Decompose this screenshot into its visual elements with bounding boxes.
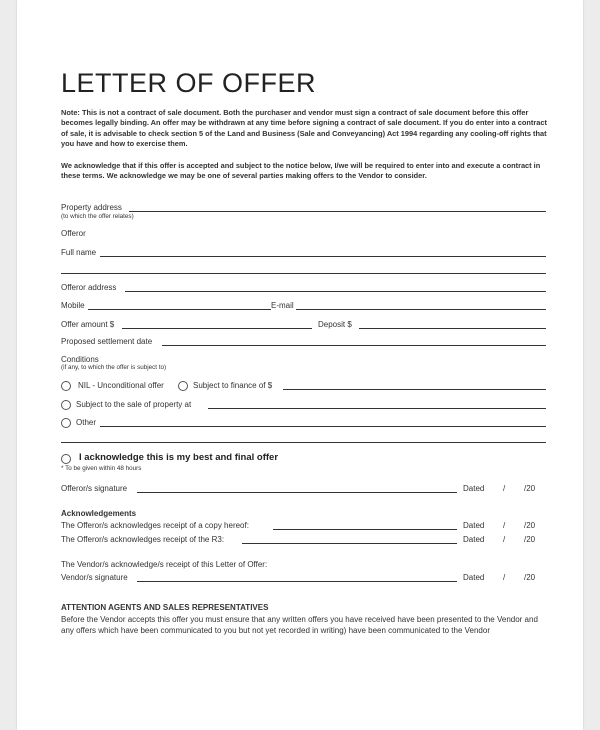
vendor-date-separator: / <box>503 573 506 582</box>
conditions-hint: (if any, to which the offer is subject to) <box>61 364 167 371</box>
email-field[interactable] <box>296 309 546 310</box>
vendor-signature-field[interactable] <box>137 581 457 582</box>
other-condition-radio[interactable] <box>61 418 71 428</box>
offeror-label: Offeror <box>61 229 86 238</box>
offeror-address-field[interactable] <box>125 291 546 292</box>
deposit-label: Deposit $ <box>318 320 352 329</box>
best-final-offer-hint: * To be given within 48 hours <box>61 465 142 472</box>
property-address-field[interactable] <box>129 211 546 212</box>
subject-to-finance-radio[interactable] <box>178 381 188 391</box>
property-address-label: Property address <box>61 203 122 212</box>
other-condition-field-line-2[interactable] <box>61 442 546 443</box>
property-address-hint: (to which the offer relates) <box>61 213 134 220</box>
offer-amount-label: Offer amount $ <box>61 320 115 329</box>
r3-receipt-label: The Offeror/s acknowledges receipt of the R3: <box>61 535 225 544</box>
vendor-signature-label: Vendor/s signature <box>61 573 128 582</box>
offeror-signature-label: Offeror/s signature <box>61 484 128 493</box>
email-label: E-mail <box>271 301 294 310</box>
full-name-label: Full name <box>61 248 97 257</box>
note-paragraph: Note: This is not a contract of sale document. Both the purchaser and vendor must sign a contract of sale document before this offer becomes legally binding. An offer may be withdrawn at any time before signing a contract of sale document. If you do enter into a contract of sale, it is advisable to check section 5 of the Land and Business (Sale and Conveyancing) Act 1994 regarding any cooling-off rights that you have and how to exercise them. <box>61 108 547 149</box>
r3-receipt-dated-label: Dated <box>463 535 485 544</box>
attention-heading: ATTENTION AGENTS AND SALES REPRESENTATIVES <box>61 603 269 612</box>
r3-receipt-date-separator: / <box>503 535 506 544</box>
conditions-label: Conditions <box>61 355 99 364</box>
nil-unconditional-label: NIL - Unconditional offer <box>78 381 164 390</box>
settlement-date-field[interactable] <box>162 345 546 346</box>
best-final-offer-radio[interactable] <box>61 454 71 464</box>
sale-property-field[interactable] <box>208 408 546 409</box>
nil-unconditional-radio[interactable] <box>61 381 71 391</box>
copy-receipt-date-separator: / <box>503 521 506 530</box>
offeror-date-year: /20 <box>524 484 536 493</box>
full-name-field-line-2[interactable] <box>61 273 546 274</box>
subject-to-finance-label: Subject to finance of $ <box>193 381 273 390</box>
finance-amount-field[interactable] <box>283 389 546 390</box>
offer-amount-field[interactable] <box>122 328 312 329</box>
copy-receipt-label: The Offeror/s acknowledges receipt of a copy hereof: <box>61 521 249 530</box>
deposit-field[interactable] <box>359 328 546 329</box>
offeror-address-label: Offeror address <box>61 283 117 292</box>
attention-paragraph: Before the Vendor accepts this offer you must ensure that any written offers you have received have been presented to the Vendor and any offers which have been communicated to you but not yet recorded in writing) have been communicated to the Vendor <box>61 615 538 635</box>
acknowledge-paragraph: We acknowledge that if this offer is accepted and subject to the notice below, I/we will be required to enter into and execute a contract in these terms. We acknowledge we may be one of several parties making offers to the Vendor to consider. <box>61 161 541 181</box>
offeror-signature-field[interactable] <box>137 492 457 493</box>
settlement-date-label: Proposed settlement date <box>61 337 153 346</box>
r3-receipt-field[interactable] <box>242 543 457 544</box>
page-title: LETTER OF OFFER <box>61 68 317 98</box>
subject-to-sale-radio[interactable] <box>61 400 71 410</box>
vendor-date-year: /20 <box>524 573 536 582</box>
copy-receipt-date-year: /20 <box>524 521 536 530</box>
mobile-field[interactable] <box>88 309 271 310</box>
vendor-receipt-label: The Vendor/s acknowledge/s receipt of this Letter of Offer: <box>61 560 268 569</box>
other-condition-field[interactable] <box>100 426 546 427</box>
vendor-dated-label: Dated <box>463 573 485 582</box>
copy-receipt-field[interactable] <box>273 529 457 530</box>
mobile-label: Mobile <box>61 301 85 310</box>
other-condition-label: Other <box>76 418 97 427</box>
acknowledgements-heading: Acknowledgements <box>61 509 137 518</box>
offeror-date-separator: / <box>503 484 506 493</box>
full-name-field[interactable] <box>100 256 546 257</box>
r3-receipt-date-year: /20 <box>524 535 536 544</box>
subject-to-sale-label: Subject to the sale of property at <box>76 400 192 409</box>
copy-receipt-dated-label: Dated <box>463 521 485 530</box>
letter-of-offer-page <box>17 0 583 730</box>
offeror-dated-label: Dated <box>463 484 485 493</box>
best-final-offer-label: I acknowledge this is my best and final offer <box>79 452 279 463</box>
